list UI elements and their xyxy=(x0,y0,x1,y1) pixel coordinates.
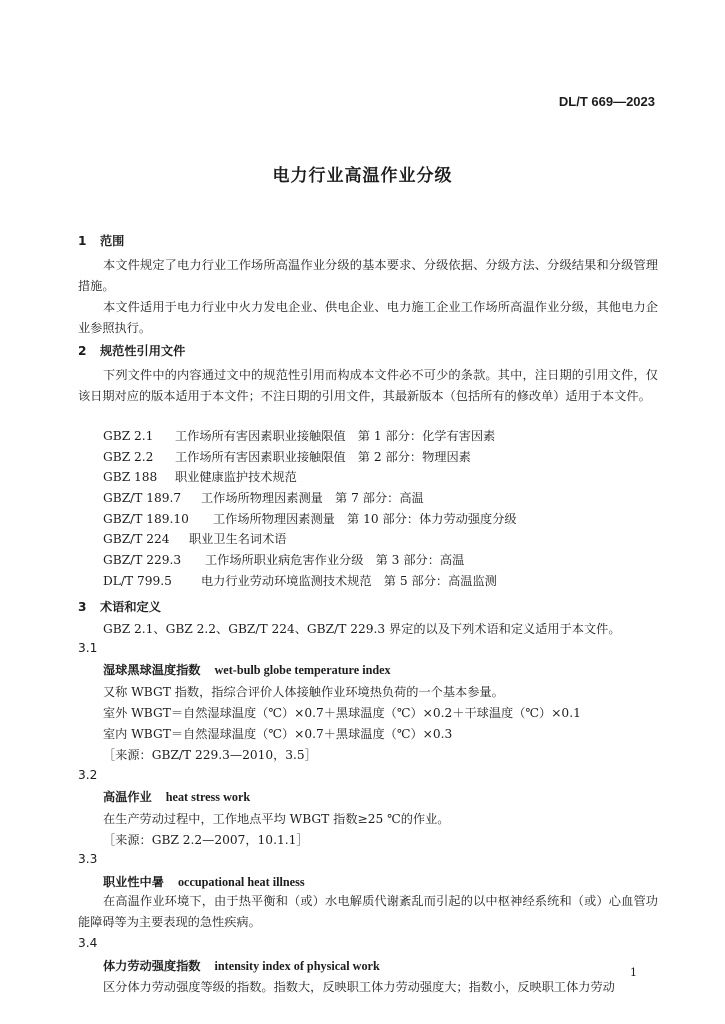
term-definition: 在高温作业环境下，由于热平衡和（或）水电解质代谢紊乱而引起的以中枢神经系统和（或）心血管功能障碍等为主要表现的急性疾病。 xyxy=(78,894,658,929)
reference-item: GBZ 188 职业健康监护技术规范 xyxy=(103,470,297,484)
term-definition: 区分体力劳动强度等级的指数。指数大，反映职工体力劳动强度大；指数小，反映职工体力劳动 xyxy=(103,980,615,994)
reference-item: GBZ/T 189.7 工作场所物理因素测量 第 7 部分：高温 xyxy=(103,491,424,505)
section-1-heading xyxy=(78,232,658,249)
reference-item: DL/T 799.5 电力行业劳动环境监测技术规范 第 5 部分：高温监测 xyxy=(103,574,497,588)
term-definition-block xyxy=(78,891,658,933)
page-number: 1 xyxy=(630,966,637,979)
section-title: 规范性引用文件 xyxy=(100,344,186,358)
paragraph: 本文件适用于电力行业中火力发电企业、供电企业、电力施工企业工作场所高温作业分级，其他电力企业参照执行。 xyxy=(78,300,658,335)
term-number: 3.3 xyxy=(78,852,98,866)
section-number: 2 xyxy=(78,344,87,358)
reference-item: GBZ/T 229.3 工作场所职业病危害作业分级 第 3 部分：高温 xyxy=(103,553,465,567)
paragraph: 下列文件中的内容通过文中的规范性引用而构成本文件必不可少的条款。其中，注日期的引用文件，仅该日期对应的版本适用于本文件；不注日期的引用文件，其最新版本（包括所有的修改单）适用于本文件。 xyxy=(78,368,658,403)
term-heading xyxy=(103,873,305,890)
reference-item: GBZ/T 224 职业卫生名词术语 xyxy=(103,532,287,546)
term-number: 3.4 xyxy=(78,936,98,950)
term-english: heat stress work xyxy=(165,790,251,804)
section-number: 3 xyxy=(78,600,87,614)
reference-item: GBZ 2.2 工作场所有害因素职业接触限值 第 2 部分：物理因素 xyxy=(103,450,471,464)
section-3-heading xyxy=(78,598,658,615)
section-3-intro: GBZ 2.1、GBZ 2.2、GBZ/T 224、GBZ/T 229.3 界定的以及下列术语和定义适用于本文件。 xyxy=(103,622,621,636)
term-source: ［来源：GBZ/T 229.3—2010，3.5］ xyxy=(103,748,317,762)
term-number: 3.1 xyxy=(78,641,98,655)
term-definition: 在生产劳动过程中，工作地点平均 WBGT 指数≥25 ℃的作业。 xyxy=(103,812,450,826)
term-name: 体力劳动强度指数 xyxy=(103,959,201,973)
term-name: 高温作业 xyxy=(103,790,152,804)
formula-indoor: 室内 WBGT＝自然湿球温度（℃）×0.7＋黑球温度（℃）×0.3 xyxy=(103,727,453,741)
section-2-body xyxy=(78,365,658,407)
section-title: 术语和定义 xyxy=(100,600,161,614)
term-number: 3.2 xyxy=(78,768,98,782)
document-code: DL/T 669—2023 xyxy=(558,94,655,109)
term-heading xyxy=(103,957,380,974)
section-title: 范围 xyxy=(100,234,125,248)
reference-item: GBZ 2.1 工作场所有害因素职业接触限值 第 1 部分：化学有害因素 xyxy=(103,429,496,443)
section-1-body xyxy=(78,255,658,339)
term-english: intensity index of physical work xyxy=(214,959,380,973)
term-name: 职业性中暑 xyxy=(103,875,164,889)
document-title: 电力行业高温作业分级 xyxy=(272,166,453,186)
section-2-heading xyxy=(78,342,658,359)
term-english: occupational heat illness xyxy=(177,875,305,889)
term-source: ［来源：GBZ 2.2—2007，10.1.1］ xyxy=(103,833,309,847)
term-english: wet-bulb globe temperature index xyxy=(214,663,391,677)
term-definition: 又称 WBGT 指数，指综合评价人体接触作业环境热负荷的一个基本参量。 xyxy=(103,685,504,699)
section-number: 1 xyxy=(78,234,87,248)
paragraph: 本文件规定了电力行业工作场所高温作业分级的基本要求、分级依据、分级方法、分级结果和分级管理措施。 xyxy=(78,258,658,293)
term-name: 湿球黑球温度指数 xyxy=(103,663,201,677)
term-heading xyxy=(103,788,250,805)
formula-outdoor: 室外 WBGT＝自然湿球温度（℃）×0.7＋黑球温度（℃）×0.2＋干球温度（℃）×0.1 xyxy=(103,706,581,720)
term-heading xyxy=(103,661,391,678)
reference-item: GBZ/T 189.10 工作场所物理因素测量 第 10 部分：体力劳动强度分级 xyxy=(103,512,517,526)
